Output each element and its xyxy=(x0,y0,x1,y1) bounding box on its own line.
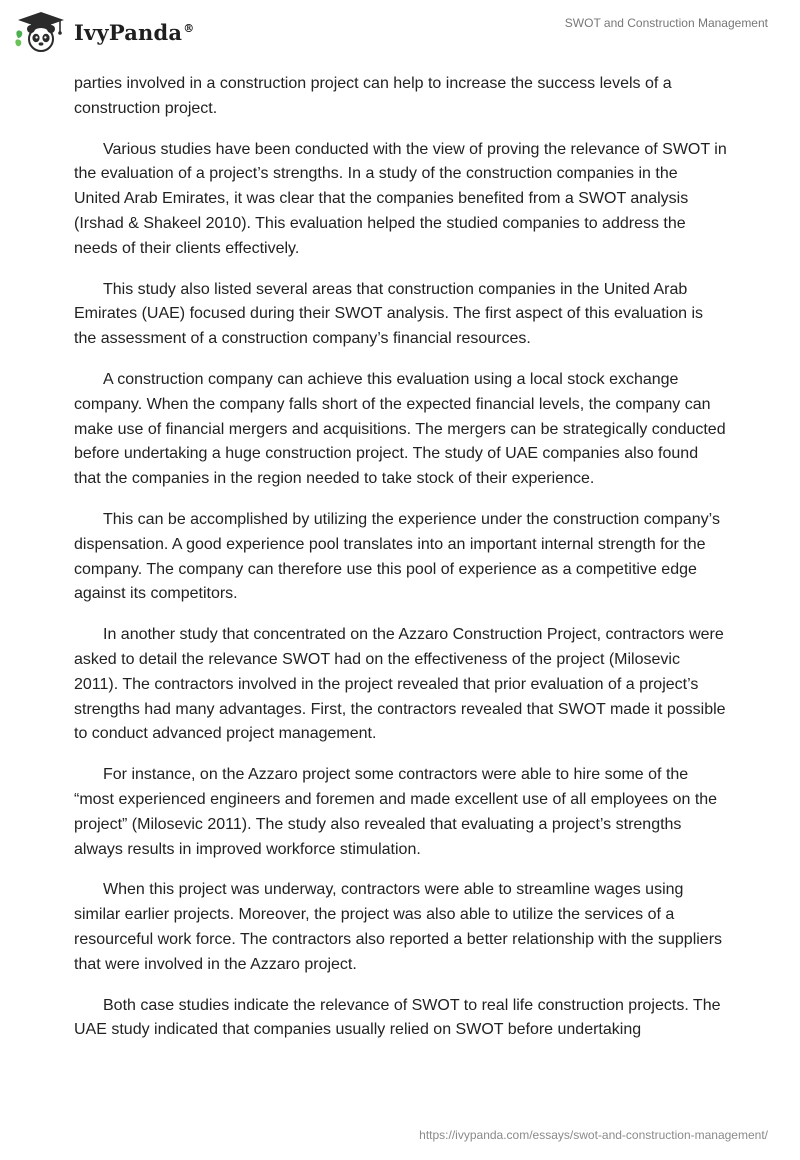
source-url[interactable]: https://ivypanda.com/essays/swot-and-construction-management/ xyxy=(419,1128,768,1142)
paragraph: For instance, on the Azzaro project some contractors were able to hire some of the “most experienced engineers and foremen and made excellent use of all employees on the project” (Milosevic 2011). The study also revealed that evaluating a project’s strengths always results in improved workforce stimulation. xyxy=(74,766,718,858)
paragraph: This can be accomplished by utilizing the experience under the construction company’s dispensation. A good experience pool translates into an important internal strength for the company. The company can therefore use this pool of experience as a competitive edge against its competitors. xyxy=(74,510,720,603)
paragraph: parties involved in a construction project can help to increase the success levels of a construction project. xyxy=(74,75,672,117)
brand-logo[interactable] xyxy=(14,10,194,54)
panda-graduate-icon xyxy=(14,10,68,54)
page-header xyxy=(0,0,800,64)
paragraph: This study also listed several areas that construction companies in the United Arab Emirates (UAE) focused during their SWOT analysis. The first aspect of this evaluation is the assessment of a construction company’s financial resources. xyxy=(74,280,703,348)
brand-name: IvyPanda® xyxy=(74,19,195,45)
paragraph: When this project was underway, contractors were able to streamline wages using similar earlier projects. Moreover, the project was also able to utilize the services of a resourceful work force. The contractors also reported a better relationship with the suppliers that were involved in the Azzaro project. xyxy=(74,881,723,973)
paragraph: Both case studies indicate the relevance of SWOT to real life construction projects. The UAE study indicated that companies usually relied on SWOT before undertaking xyxy=(74,996,721,1039)
registered-mark: ® xyxy=(183,21,195,35)
paragraph: A construction company can achieve this evaluation using a local stock exchange company. When the company falls short of the expected financial levels, the company can make use of financial mergers and acquisitions. The mergers can be strategically conducted before undertaking a huge construction project. The study of UAE companies also found that the companies in the region needed to take stock of their experience. xyxy=(74,370,726,488)
paragraph: Various studies have been conducted with the view of proving the relevance of SWOT in the evaluation of a project’s strengths. In a study of the construction companies in the United Arab Emirates, it was clear that the companies benefited from a SWOT analysis (Irshad & Shakeel 2010). This evaluation helped the studied companies to address the needs of their clients effectively. xyxy=(74,140,727,257)
essay-body xyxy=(74,72,728,1059)
paragraph: In another study that concentrated on the Azzaro Construction Project, contractors were asked to detail the relevance SWOT had on the effectiveness of the project (Milosevic 2011). The contractors involved in the project revealed that prior evaluation of a project’s strengths had many advantages. First, the contractors revealed that SWOT made it possible to conduct advanced project management. xyxy=(74,626,726,743)
document-title: SWOT and Construction Management xyxy=(564,16,768,30)
